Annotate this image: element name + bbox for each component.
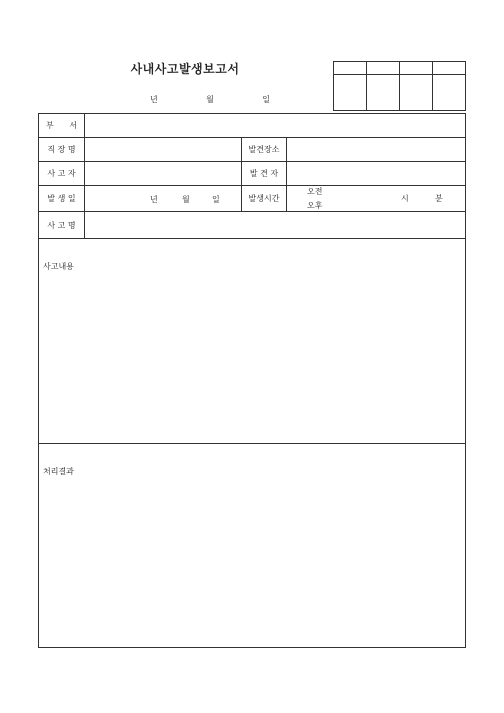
date-month-unit: 월 xyxy=(206,95,214,104)
hour-unit: 시 xyxy=(401,194,409,203)
discovery-place-field[interactable] xyxy=(287,138,465,161)
discovery-place-label: 발견장소 xyxy=(242,138,287,161)
workplace-row xyxy=(39,138,465,162)
accident-name-row xyxy=(39,212,465,239)
document-title: 사내사고발생보고서 xyxy=(130,62,240,76)
workplace-field[interactable] xyxy=(85,138,242,161)
occurrence-month-unit: 월 xyxy=(182,195,190,204)
occurrence-year-unit: 년 xyxy=(150,195,158,204)
accident-person-field[interactable] xyxy=(85,162,242,185)
accident-details-section[interactable] xyxy=(39,239,465,444)
occurrence-date-label: 발 생 일 xyxy=(39,186,85,211)
accident-details-label: 사고내용 xyxy=(43,262,74,271)
accident-name-field[interactable] xyxy=(85,212,465,238)
handling-result-section[interactable] xyxy=(39,444,465,648)
minute-unit: 분 xyxy=(435,194,443,203)
discoverer-label: 발 견 자 xyxy=(242,162,287,185)
report-form xyxy=(38,113,466,648)
department-field[interactable] xyxy=(85,114,465,137)
am-option[interactable]: 오전 xyxy=(307,187,323,196)
workplace-label: 직 장 명 xyxy=(39,138,85,161)
pm-option[interactable]: 오후 xyxy=(307,201,323,210)
department-label: 부 서 xyxy=(39,114,85,137)
occurrence-row xyxy=(39,186,465,212)
occurrence-day-unit: 일 xyxy=(212,195,220,204)
occurrence-time-label: 발생시간 xyxy=(242,186,287,211)
approval-cell[interactable] xyxy=(432,62,465,110)
report-date xyxy=(150,94,270,105)
approval-box xyxy=(333,61,466,111)
approval-cell[interactable] xyxy=(399,62,432,110)
accident-person-row xyxy=(39,162,465,186)
occurrence-time-field[interactable] xyxy=(287,186,465,211)
occurrence-date-field[interactable] xyxy=(85,186,242,211)
approval-cell[interactable] xyxy=(334,62,366,110)
date-year-unit: 년 xyxy=(150,95,158,104)
date-day-unit: 일 xyxy=(262,95,270,104)
discoverer-field[interactable] xyxy=(287,162,465,185)
handling-result-label: 처리결과 xyxy=(43,467,74,476)
approval-cell[interactable] xyxy=(366,62,399,110)
department-row xyxy=(39,114,465,138)
accident-person-label: 사 고 자 xyxy=(39,162,85,185)
accident-name-label: 사 고 명 xyxy=(39,212,85,238)
